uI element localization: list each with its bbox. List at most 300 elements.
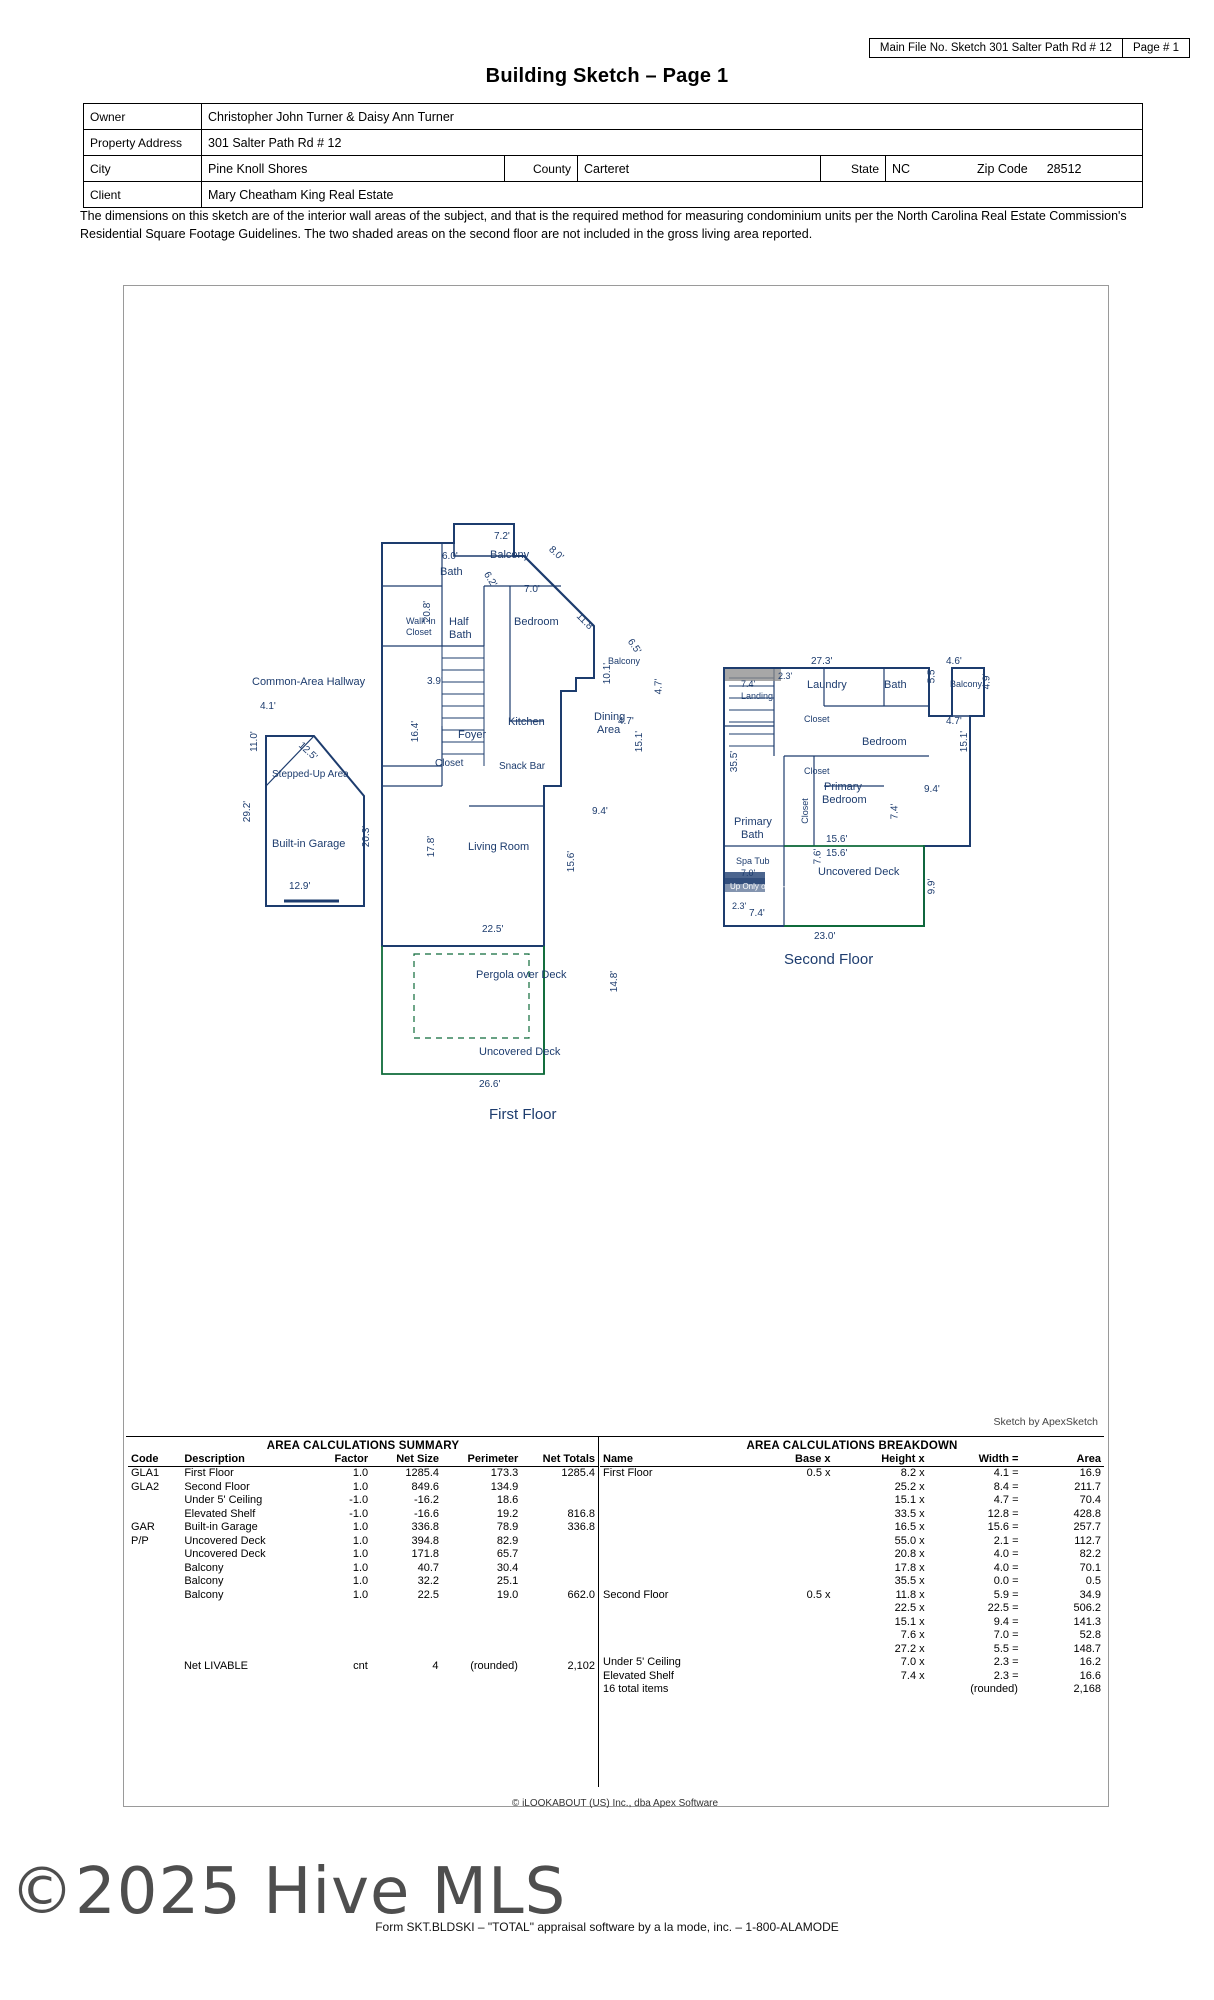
cell: 5.9 =: [993, 1588, 1019, 1601]
cell: 0.0 =: [993, 1575, 1019, 1587]
cell: GLA1: [131, 1467, 160, 1479]
cell: [128, 1562, 181, 1576]
cell: 9.4 =: [993, 1615, 1019, 1628]
table-row: [128, 1467, 598, 1481]
table-row: [600, 1683, 1104, 1697]
col-name: Name: [600, 1452, 751, 1467]
cell: 394.8: [411, 1534, 440, 1547]
room-kitchen: Kitchen: [508, 716, 545, 728]
dim-8-0: 8.0': [546, 544, 566, 563]
table-header-row: [128, 1452, 598, 1467]
measurement-note: The dimensions on this sketch are of the interior wall areas of the subject, and that is the required method for measuring condominium units per the North Carolina Real Estate Commission's Residential Square Footage Guidelines. The two shaded areas on the second floor are not included in the gross living area reported.: [80, 209, 1127, 242]
dim2-4-7: 4.7': [946, 716, 962, 727]
room-living-room: Living Room: [468, 841, 530, 853]
dim-17-8: 17.8': [426, 835, 438, 858]
cell: 1.0: [352, 1548, 369, 1560]
cell: [751, 1562, 833, 1576]
cell: 1.0: [352, 1534, 369, 1547]
cell: GLA2: [131, 1480, 160, 1493]
cell: 816.8: [567, 1507, 595, 1520]
room-walkin-closet: Walk-in: [406, 616, 436, 626]
cell: 336.8: [411, 1521, 440, 1533]
cell: [751, 1629, 833, 1643]
cell: 662.0: [567, 1588, 595, 1601]
col-net-size: Net Size: [371, 1452, 442, 1467]
cell: 82.9: [496, 1534, 519, 1547]
room-built-in-garage: Built-in Garage: [272, 838, 346, 850]
shaded-area-label: Up Only or Dbl-Hgt: [730, 882, 798, 891]
breakdown-table: [600, 1452, 1104, 1683]
group-name: Under 5' Ceiling: [603, 1656, 681, 1668]
dim2-15-6a: 15.6': [826, 834, 848, 845]
dim-20-8: 20.8': [422, 600, 434, 623]
room-snack-bar: Snack Bar: [499, 761, 546, 772]
table-row: [128, 1481, 598, 1495]
summary-total-table: [128, 1660, 598, 1674]
dim-12-9: 12.9': [289, 881, 311, 892]
cell: 4.0 =: [993, 1561, 1019, 1574]
group-name: [600, 1616, 751, 1630]
table-row: [600, 1562, 1104, 1576]
cell: [751, 1670, 833, 1684]
breakdown-total-value: 2,168: [1073, 1683, 1101, 1695]
cell: 0.5 x: [806, 1588, 831, 1601]
cell: [751, 1494, 833, 1508]
dim-4-7b: 4.7': [618, 716, 634, 727]
cell: [751, 1602, 833, 1616]
cell: 849.6: [411, 1480, 440, 1493]
cell: Uncovered Deck: [184, 1534, 266, 1547]
col-area: Area: [1022, 1452, 1105, 1467]
cell: [128, 1494, 181, 1508]
net-livable-factor: cnt: [353, 1660, 368, 1672]
area-calculations-breakdown: [600, 1437, 1104, 1787]
col-height: Height x: [834, 1452, 928, 1467]
table-row: [600, 1629, 1104, 1643]
dim-4-7a: 4.7': [653, 678, 665, 695]
room-closet-1: Closet: [435, 758, 464, 769]
cell: 112.7: [1074, 1534, 1101, 1547]
dim-29-2: 29.2': [242, 800, 254, 823]
col-perimeter: Perimeter: [442, 1452, 521, 1467]
cell: Under 5' Ceiling: [184, 1494, 263, 1506]
dim-6-5: 6.5': [624, 636, 643, 657]
dim-15-1: 15.1': [634, 730, 646, 753]
dim-26-6: 26.6': [479, 1079, 501, 1090]
dim2-27-3: 27.3': [811, 656, 833, 667]
dim2-2-3: 2.3': [778, 671, 793, 681]
cell: 15.6 =: [987, 1521, 1019, 1533]
area-calculations: [126, 1436, 1104, 1809]
cell: 40.7: [417, 1561, 440, 1574]
dim-3-9: 3.9': [427, 676, 443, 687]
table-row: [128, 1660, 598, 1674]
cell: [751, 1508, 833, 1522]
table-row: [600, 1548, 1104, 1562]
cell: 65.7: [496, 1548, 519, 1560]
cell: 16.9: [1079, 1467, 1101, 1479]
cell: 0.5 x: [806, 1467, 831, 1479]
cell: 0.5: [1085, 1575, 1101, 1587]
table-row: [128, 1521, 598, 1535]
table-row: [600, 1521, 1104, 1535]
table-row: [600, 1535, 1104, 1549]
col-width: Width =: [928, 1452, 1022, 1467]
cell: 1.0: [352, 1561, 369, 1574]
cell: 148.7: [1073, 1642, 1101, 1655]
dim2-4-9: 4.9': [981, 673, 993, 690]
cell: 22.5 =: [987, 1602, 1019, 1614]
table-row: [128, 1575, 598, 1589]
room2-primary-bath-2: Bath: [741, 829, 764, 841]
cell: 82.2: [1079, 1548, 1101, 1560]
cell: 16.5 x: [894, 1521, 925, 1533]
room-bath: Bath: [440, 566, 463, 578]
cell: 52.8: [1079, 1629, 1101, 1641]
dim-10-1: 10.1': [602, 662, 614, 685]
address-value: 301 Salter Path Rd # 12: [202, 130, 1143, 156]
cell: 4.1 =: [993, 1467, 1019, 1479]
room-half-bath-2: Bath: [449, 629, 472, 641]
room2-bath: Bath: [884, 679, 907, 691]
cell: [751, 1643, 833, 1657]
owner-value: Christopher John Turner & Daisy Ann Turner: [202, 104, 1143, 130]
cell: 428.8: [1073, 1507, 1101, 1520]
group-name: First Floor: [603, 1467, 653, 1479]
cell: [521, 1535, 598, 1549]
room-dining-2: Area: [597, 724, 621, 736]
total-items: 16 total items: [603, 1683, 669, 1695]
cell: -16.6: [413, 1507, 440, 1520]
net-livable-rounded: (rounded): [470, 1660, 518, 1672]
cell: [521, 1548, 598, 1562]
cell: 12.8 =: [987, 1507, 1019, 1520]
net-livable-value: 2,102: [567, 1660, 595, 1672]
room2-balcony: Balcony: [950, 679, 983, 689]
room2-closet-2: Closet: [804, 766, 830, 776]
dim-9-4: 9.4': [592, 806, 608, 817]
dim-20-3: 20.3': [361, 825, 373, 848]
cell: Balcony: [184, 1561, 224, 1574]
cell: -1.0: [349, 1494, 369, 1506]
room2-landing-dim: 7.4': [741, 679, 756, 689]
table-row: [600, 1494, 1104, 1508]
table-row: [600, 1602, 1104, 1616]
dim-16-4: 16.4': [410, 720, 422, 743]
dim-14-8: 14.8': [609, 970, 621, 993]
cell: 17.8 x: [894, 1561, 925, 1574]
cell: 35.5 x: [894, 1575, 925, 1587]
dim2-15-6b: 15.6': [826, 848, 848, 859]
room-stepped-up: Stepped-Up Area: [272, 769, 349, 780]
cell: Built-in Garage: [184, 1521, 258, 1533]
cell: 1285.4: [561, 1467, 595, 1479]
zip-label: Zip Code: [977, 161, 1028, 176]
cell: [128, 1575, 181, 1589]
cell: Balcony: [184, 1588, 224, 1601]
cell: 2.1 =: [993, 1534, 1019, 1547]
cell: 4.0 =: [993, 1548, 1019, 1560]
room2-closet-3: Closet: [799, 798, 810, 824]
area-calculations-summary: [128, 1437, 599, 1787]
second-floor-label: Second Floor: [784, 951, 874, 968]
dim-6-2: 6.2': [481, 569, 499, 590]
group-name: Elevated Shelf: [603, 1669, 674, 1682]
cell: 171.8: [411, 1548, 440, 1560]
room-walkin-closet-2: Closet: [406, 627, 432, 637]
dim-22-5: 22.5': [482, 924, 504, 935]
group-name: [600, 1535, 751, 1549]
cell: 22.5: [417, 1588, 440, 1601]
table-row: [600, 1575, 1104, 1589]
group-name: [600, 1629, 751, 1643]
cell: 506.2: [1073, 1602, 1101, 1614]
dim2-15-1: 15.1': [959, 730, 971, 753]
cell: 7.0 =: [993, 1629, 1019, 1641]
table-row: [84, 130, 1143, 156]
watermark: ©2025 Hive MLS: [10, 1855, 567, 1929]
cell: 34.9: [1079, 1588, 1101, 1601]
cell: 1.0: [352, 1467, 369, 1479]
cell: -16.2: [413, 1494, 440, 1506]
room2-spa-tub: Spa Tub: [736, 856, 770, 866]
zip-value: 28512: [1046, 161, 1082, 176]
dim-15-6: 15.6': [566, 850, 578, 873]
table-row: [84, 104, 1143, 130]
cell: 15.1 x: [894, 1615, 925, 1628]
cell: [128, 1508, 181, 1522]
col-factor: Factor: [314, 1452, 371, 1467]
table-row: [600, 1643, 1104, 1657]
room2-primary-bath-1: Primary: [734, 816, 772, 828]
cell: 11.8 x: [895, 1588, 925, 1601]
cell: 33.5 x: [894, 1507, 925, 1520]
room-balcony-2: Balcony: [608, 656, 641, 666]
cell: 25.1: [496, 1575, 519, 1587]
cell: [751, 1575, 833, 1589]
table-row: [128, 1535, 598, 1549]
group-name: [600, 1548, 751, 1562]
cell: [751, 1535, 833, 1549]
room-bedroom-1: Bedroom: [514, 616, 559, 628]
cell: 20.8 x: [894, 1548, 925, 1560]
summary-title: AREA CALCULATIONS SUMMARY: [266, 1440, 460, 1452]
page-no: Page # 1: [1132, 42, 1179, 54]
room2-laundry: Laundry: [807, 679, 847, 691]
cell: 19.2: [496, 1507, 519, 1520]
cell: 22.5 x: [894, 1602, 925, 1614]
breakdown-title: AREA CALCULATIONS BREAKDOWN: [746, 1440, 958, 1452]
cell: -1.0: [349, 1507, 369, 1520]
group-name: [600, 1494, 751, 1508]
group-name: Second Floor: [603, 1588, 669, 1601]
cell: 7.4 x: [900, 1669, 925, 1682]
main-file-no: Main File No. Sketch 301 Salter Path Rd # 12: [870, 39, 1123, 57]
room-uncovered-deck-1: Uncovered Deck: [479, 1046, 561, 1058]
cell: [521, 1481, 598, 1495]
dim-11-8: 11.8: [573, 610, 595, 633]
state-zip-cell: [886, 156, 1143, 182]
sketch-frame: [123, 285, 1109, 1807]
cell: [751, 1481, 833, 1495]
table-row: [128, 1589, 598, 1603]
cell: Uncovered Deck: [184, 1548, 266, 1560]
dim2-5-5: 5.5': [926, 667, 938, 684]
cell: GAR: [131, 1521, 155, 1533]
col-description: Description: [181, 1452, 313, 1467]
cell: 1.0: [352, 1480, 369, 1493]
dim2-2-3b: 2.3': [732, 901, 747, 911]
dim2-7-0: 7.0': [741, 868, 756, 878]
room2-closet-1: Closet: [804, 714, 830, 724]
cell: First Floor: [184, 1467, 234, 1479]
dim2-7-4b: 7.4': [749, 908, 765, 919]
cell: 7.6 x: [900, 1629, 925, 1641]
city-label: City: [84, 156, 202, 182]
room-dining-1: Dining: [594, 711, 626, 723]
table-row: [600, 1508, 1104, 1522]
page-title: Building Sketch – Page 1: [485, 65, 729, 87]
property-info-table: [83, 103, 1143, 208]
dim-6-0: 6.0': [442, 551, 458, 562]
cell: 2.3 =: [993, 1656, 1019, 1668]
cell: Second Floor: [184, 1480, 250, 1493]
table-row: [600, 1670, 1104, 1684]
cell: 30.4: [496, 1561, 519, 1574]
group-name: [600, 1481, 751, 1495]
table-row: [84, 182, 1143, 208]
cell: P/P: [131, 1534, 149, 1547]
dim2-7-6: 7.6': [812, 848, 824, 865]
net-livable-count: 4: [432, 1660, 439, 1672]
cell: [521, 1562, 598, 1576]
cell: 16.6: [1079, 1669, 1101, 1682]
cell: 27.2 x: [894, 1642, 925, 1655]
table-row: [128, 1508, 598, 1522]
cell: 55.0 x: [894, 1534, 925, 1547]
cell: 15.1 x: [894, 1494, 925, 1506]
form-footer: Form SKT.BLDSKI – "TOTAL" appraisal software by a la mode, inc. – 1-800-ALAMODE: [375, 1920, 839, 1934]
cell: 32.2: [417, 1575, 440, 1587]
cell: 134.9: [490, 1480, 519, 1493]
room2-primary-bedroom-2: Bedroom: [822, 794, 867, 806]
col-code: Code: [128, 1452, 181, 1467]
cell: 7.0 x: [900, 1656, 925, 1668]
group-name: [600, 1643, 751, 1657]
room2-primary-bedroom-1: Primary: [824, 781, 862, 793]
dim2-23-0: 23.0': [814, 931, 836, 942]
cell: 8.4 =: [993, 1480, 1019, 1493]
dim2-35-5: 35.5': [729, 750, 741, 773]
room-balcony-1: Balcony: [490, 549, 530, 561]
cell: 18.6: [496, 1494, 519, 1506]
cell: 4.7 =: [993, 1494, 1019, 1506]
owner-label: Owner: [84, 104, 202, 130]
cell: [751, 1548, 833, 1562]
room-pergola: Pergola over Deck: [476, 969, 567, 981]
cell: Elevated Shelf: [184, 1507, 256, 1520]
col-net-totals: Net Totals: [521, 1452, 598, 1467]
county-value: Carteret: [578, 156, 821, 182]
cell: 2.3 =: [993, 1669, 1019, 1682]
cell: [751, 1656, 833, 1670]
dim2-9-9: 9.9': [926, 878, 938, 895]
room2-uncovered-deck: Uncovered Deck: [818, 866, 900, 878]
table-row: [128, 1494, 598, 1508]
address-label: Property Address: [84, 130, 202, 156]
cell: [128, 1548, 181, 1562]
summary-table: [128, 1452, 598, 1602]
room-foyer: Foyer: [458, 729, 487, 741]
cell: 25.2 x: [894, 1480, 925, 1493]
cell: [751, 1616, 833, 1630]
county-label: County: [505, 156, 578, 182]
table-row: [600, 1656, 1104, 1670]
dim-12-5: 12.5': [296, 740, 320, 763]
cell: 1.0: [352, 1575, 369, 1587]
cell: 8.2 x: [900, 1467, 925, 1479]
group-name: [600, 1508, 751, 1522]
cell: 173.3: [490, 1467, 519, 1479]
cell: 1.0: [352, 1588, 369, 1601]
group-name: [600, 1575, 751, 1589]
dim2-4-6: 4.6': [946, 656, 962, 667]
dim-7-0: 7.0': [524, 584, 540, 595]
dim2-7-4: 7.4': [889, 803, 901, 820]
breakdown-rounded: (rounded): [970, 1683, 1018, 1695]
dim-4-1: 4.1': [260, 701, 276, 712]
cell: 141.3: [1073, 1615, 1101, 1628]
dim-11-0: 11.0': [248, 731, 260, 752]
table-row: [128, 1548, 598, 1562]
table-row: [128, 1562, 598, 1576]
cell: [521, 1575, 598, 1589]
state-label: State: [821, 156, 886, 182]
col-base: Base x: [751, 1452, 833, 1467]
room2-landing: Landing: [741, 691, 774, 701]
cell: [751, 1521, 833, 1535]
cell: 70.4: [1079, 1494, 1101, 1506]
state-value: NC: [892, 161, 911, 176]
table-row: [600, 1467, 1104, 1481]
dim2-9-4: 9.4': [924, 784, 940, 795]
table-header-row: [600, 1452, 1104, 1467]
dim-7-2: 7.2': [494, 531, 510, 542]
cell: 70.1: [1079, 1561, 1101, 1574]
cell: 78.9: [496, 1521, 519, 1533]
cell: 19.0: [496, 1588, 519, 1601]
breakdown-total-table: [600, 1683, 1104, 1697]
cell: 1285.4: [405, 1467, 440, 1479]
cell: 336.8: [567, 1521, 595, 1533]
cell: Balcony: [184, 1575, 224, 1587]
cell: 16.2: [1079, 1656, 1101, 1668]
group-name: [600, 1602, 751, 1616]
cell: [521, 1494, 598, 1508]
room-common-hallway: Common-Area Hallway: [252, 676, 366, 688]
client-value: Mary Cheatham King Real Estate: [202, 182, 1143, 208]
city-value: Pine Knoll Shores: [202, 156, 505, 182]
table-row: [84, 156, 1143, 182]
group-name: [600, 1562, 751, 1576]
group-name: [600, 1521, 751, 1535]
table-row: [600, 1589, 1104, 1603]
cell: 1.0: [352, 1521, 369, 1533]
net-livable-label: Net LIVABLE: [183, 1660, 248, 1672]
first-floor-label: First Floor: [489, 1106, 557, 1123]
apex-copyright: © iLOOKABOUT (US) Inc., dba Apex Software: [511, 1798, 719, 1809]
table-row: [600, 1616, 1104, 1630]
